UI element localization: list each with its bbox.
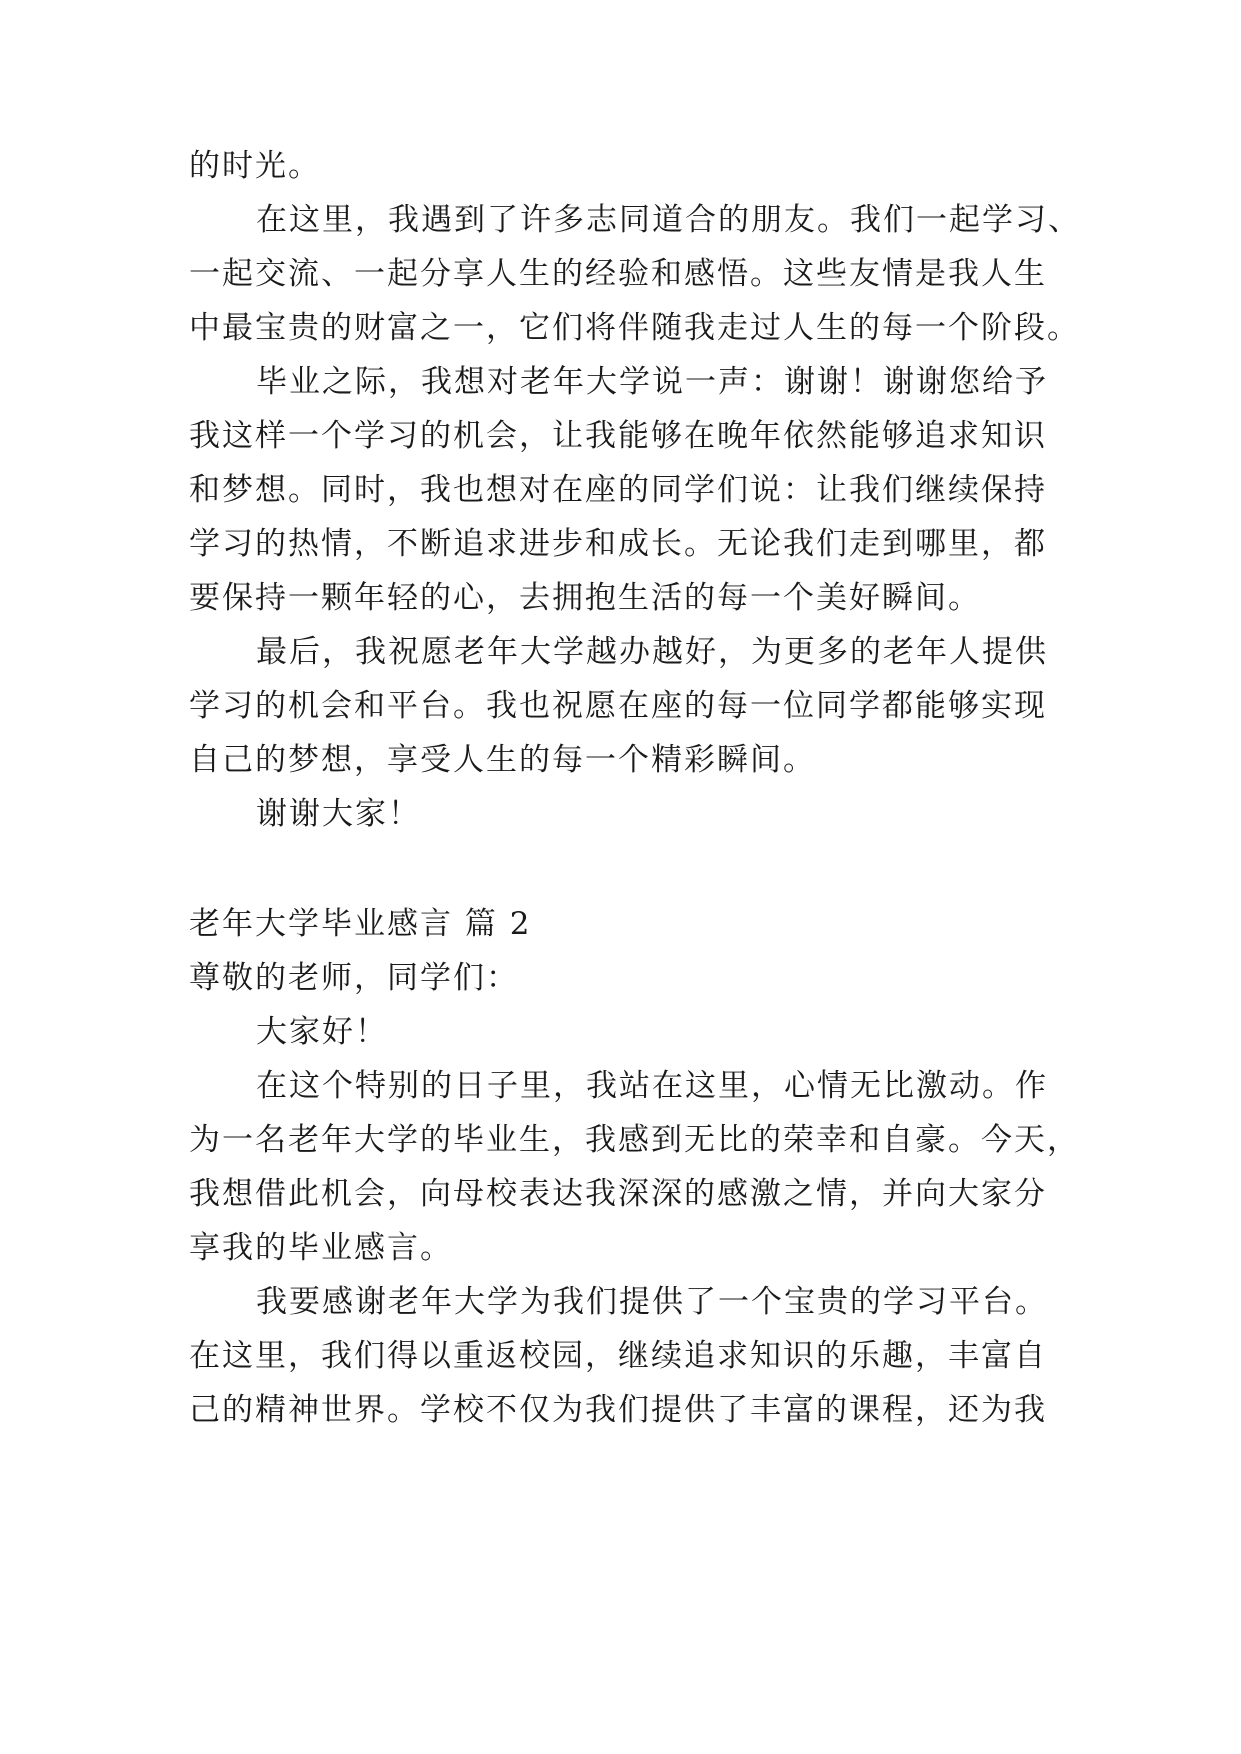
paragraph-start: 在这里，我遇到了许多志同道合的朋友。我们一起学习、 bbox=[256, 202, 1081, 238]
closing-line: 谢谢大家！ bbox=[256, 796, 421, 832]
text-line: 为一名老年大学的毕业生，我感到无比的荣幸和自豪。今天， bbox=[189, 1122, 1080, 1158]
text-line: 中最宝贵的财富之一，它们将伴随我走过人生的每一个阶段。 bbox=[189, 310, 1080, 346]
text-line: 在这里，我们得以重返校园，继续追求知识的乐趣，丰富自 bbox=[189, 1338, 1047, 1374]
text-line: 的时光。 bbox=[189, 148, 321, 184]
salutation: 尊敬的老师，同学们： bbox=[189, 960, 519, 996]
paragraph-start: 最后，我祝愿老年大学越办越好，为更多的老年人提供 bbox=[256, 634, 1048, 670]
paragraph-start: 毕业之际，我想对老年大学说一声：谢谢！谢谢您给予 bbox=[256, 364, 1048, 400]
text-line: 享我的毕业感言。 bbox=[189, 1230, 453, 1266]
text-line: 一起交流、一起分享人生的经验和感悟。这些友情是我人生 bbox=[189, 256, 1047, 292]
text-line: 己的精神世界。学校不仅为我们提供了丰富的课程，还为我 bbox=[189, 1392, 1047, 1428]
greeting: 大家好！ bbox=[256, 1014, 388, 1050]
paragraph-start: 我要感谢老年大学为我们提供了一个宝贵的学习平台。 bbox=[256, 1284, 1048, 1320]
text-line: 学习的热情，不断追求进步和成长。无论我们走到哪里，都 bbox=[189, 526, 1047, 562]
text-line: 我这样一个学习的机会，让我能够在晚年依然能够追求知识 bbox=[189, 418, 1047, 454]
section-heading: 老年大学毕业感言 篇 2 bbox=[189, 906, 532, 942]
text-line: 学习的机会和平台。我也祝愿在座的每一位同学都能够实现 bbox=[189, 688, 1047, 724]
text-line: 要保持一颗年轻的心，去拥抱生活的每一个美好瞬间。 bbox=[189, 580, 981, 616]
text-line: 我想借此机会，向母校表达我深深的感激之情，并向大家分 bbox=[189, 1176, 1047, 1212]
text-line: 和梦想。同时，我也想对在座的同学们说：让我们继续保持 bbox=[189, 472, 1047, 508]
paragraph-start: 在这个特别的日子里，我站在这里，心情无比激动。作 bbox=[256, 1068, 1048, 1104]
text-line: 自己的梦想，享受人生的每一个精彩瞬间。 bbox=[189, 742, 816, 778]
